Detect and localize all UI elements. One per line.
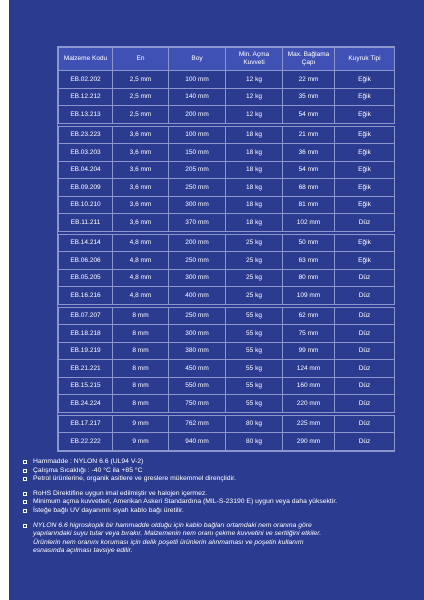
cell-max-bundle-dia: 81 mm	[283, 196, 335, 214]
cell-min-tensile: 25 kg	[226, 269, 283, 287]
cell-width: 8 mm	[113, 360, 169, 378]
cell-material-code: EB.03.203	[59, 144, 113, 162]
cell-width: 8 mm	[113, 325, 169, 343]
cell-max-bundle-dia: 54 mm	[283, 106, 335, 124]
cell-width: 3,6 mm	[113, 161, 169, 179]
cell-tail-type: Eğik	[335, 161, 395, 179]
cell-length: 300 mm	[169, 196, 226, 214]
cell-max-bundle-dia: 35 mm	[283, 88, 335, 106]
table-row	[59, 234, 395, 252]
header-width: En	[113, 48, 169, 71]
cell-min-tensile: 80 kg	[226, 433, 283, 451]
table-row	[59, 179, 395, 197]
table-row	[59, 433, 395, 451]
cell-min-tensile: 18 kg	[226, 214, 283, 232]
table-row	[59, 144, 395, 162]
cell-length: 550 mm	[169, 377, 226, 395]
cell-width: 8 mm	[113, 395, 169, 413]
cell-width: 8 mm	[113, 307, 169, 325]
cell-length: 250 mm	[169, 252, 226, 270]
table-row	[59, 161, 395, 179]
cell-max-bundle-dia: 68 mm	[283, 179, 335, 197]
cell-length: 200 mm	[169, 234, 226, 252]
cell-min-tensile: 55 kg	[226, 360, 283, 378]
cell-max-bundle-dia: 50 mm	[283, 234, 335, 252]
cell-width: 4,8 mm	[113, 269, 169, 287]
note-item	[23, 498, 418, 507]
note-item	[23, 530, 418, 539]
cell-tail-type: Eğik	[335, 179, 395, 197]
cell-max-bundle-dia: 75 mm	[283, 325, 335, 343]
note-item	[23, 458, 418, 467]
note-item	[23, 547, 418, 556]
table-row	[59, 360, 395, 378]
table-row	[59, 106, 395, 124]
table-row	[59, 88, 395, 106]
cell-material-code: EB.13.213	[59, 106, 113, 124]
cell-max-bundle-dia: 54 mm	[283, 161, 335, 179]
note-item	[23, 490, 418, 499]
cell-material-code: EB.02.202	[59, 71, 113, 89]
square-bullet-icon	[23, 460, 27, 464]
table-row	[59, 214, 395, 232]
cell-length: 400 mm	[169, 287, 226, 305]
cell-length: 100 mm	[169, 126, 226, 144]
cell-max-bundle-dia: 109 mm	[283, 287, 335, 305]
cell-max-bundle-dia: 22 mm	[283, 71, 335, 89]
note-text: esnasında açılması tavsiye edilir.	[33, 547, 133, 555]
cell-material-code: EB.09.209	[59, 179, 113, 197]
table-row	[59, 126, 395, 144]
note-text: Minimum açma kuvvetleri, Amerikan Askeri Standardına (MIL-S-23190 E) uygun veya daha yüksektir.	[33, 498, 338, 506]
cell-material-code: EB.05.205	[59, 269, 113, 287]
cell-min-tensile: 18 kg	[226, 161, 283, 179]
cell-min-tensile: 55 kg	[226, 377, 283, 395]
cell-tail-type: Düz	[335, 395, 395, 413]
table-row	[59, 287, 395, 305]
cell-width: 4,8 mm	[113, 287, 169, 305]
cell-min-tensile: 18 kg	[226, 144, 283, 162]
cell-width: 9 mm	[113, 415, 169, 433]
cell-width: 3,6 mm	[113, 196, 169, 214]
table-row	[59, 415, 395, 433]
cell-tail-type: Eğik	[335, 196, 395, 214]
header-tail-type: Kuyruk Tipi	[335, 48, 395, 71]
cell-min-tensile: 12 kg	[226, 88, 283, 106]
cell-max-bundle-dia: 220 mm	[283, 395, 335, 413]
cell-width: 8 mm	[113, 377, 169, 395]
table-row	[59, 377, 395, 395]
cell-material-code: EB.07.207	[59, 307, 113, 325]
cell-width: 4,8 mm	[113, 252, 169, 270]
note-text: RoHS Direktifine uygun imal edilmiştir ve halojen içermez.	[33, 489, 208, 497]
note-text: İsteğe bağlı UV dayanımlı siyah kablo bağı üretilir.	[33, 506, 184, 514]
cell-material-code: EB.04.204	[59, 161, 113, 179]
note-item	[23, 467, 418, 476]
table-row	[59, 307, 395, 325]
cable-tie-spec-table	[57, 46, 395, 452]
cell-width: 3,6 mm	[113, 144, 169, 162]
cell-max-bundle-dia: 124 mm	[283, 360, 335, 378]
note-text: Çalışma Sıcaklığı : -40 °C ila +85 °C	[33, 466, 143, 474]
cell-min-tensile: 12 kg	[226, 71, 283, 89]
cell-max-bundle-dia: 290 mm	[283, 433, 335, 451]
note-text: Petrol ürünlerine, organik asitlere ve greslere mükemmel dirençlidir.	[33, 475, 236, 483]
cell-tail-type: Düz	[335, 360, 395, 378]
cell-length: 140 mm	[169, 88, 226, 106]
cell-width: 3,6 mm	[113, 179, 169, 197]
cell-length: 100 mm	[169, 71, 226, 89]
cell-max-bundle-dia: 225 mm	[283, 415, 335, 433]
note-item	[23, 475, 418, 484]
cell-min-tensile: 55 kg	[226, 395, 283, 413]
cell-min-tensile: 55 kg	[226, 342, 283, 360]
header-length: Boy	[169, 48, 226, 71]
cell-tail-type: Düz	[335, 287, 395, 305]
cell-tail-type: Eğik	[335, 106, 395, 124]
product-notes	[23, 458, 418, 556]
cell-max-bundle-dia: 160 mm	[283, 377, 335, 395]
cell-tail-type: Eğik	[335, 71, 395, 89]
table-row	[59, 71, 395, 89]
cell-min-tensile: 12 kg	[226, 106, 283, 124]
cell-material-code: EB.22.222	[59, 433, 113, 451]
note-item	[23, 507, 418, 516]
cell-tail-type: Düz	[335, 325, 395, 343]
cell-length: 250 mm	[169, 179, 226, 197]
note-text: Hammadde : NYLON 6.6 (UL94 V-2)	[33, 458, 144, 465]
cell-length: 750 mm	[169, 395, 226, 413]
cell-material-code: EB.17.217	[59, 415, 113, 433]
notes-block-material	[23, 458, 418, 484]
cell-material-code: EB.19.219	[59, 342, 113, 360]
table-row	[59, 252, 395, 270]
note-text: yapılarındaki suyu tutar veya bırakır. Malzemenin nem oranı çekme kuvvetini ve sertliğini etkiler.	[33, 530, 322, 538]
cell-tail-type: Eğik	[335, 234, 395, 252]
cell-tail-type: Eğik	[335, 88, 395, 106]
cell-material-code: EB.15.215	[59, 377, 113, 395]
table-body	[59, 71, 395, 451]
cell-length: 200 mm	[169, 106, 226, 124]
cell-max-bundle-dia: 80 mm	[283, 269, 335, 287]
note-item	[23, 522, 418, 531]
table-row	[59, 325, 395, 343]
cell-material-code: EB.24.224	[59, 395, 113, 413]
cell-material-code: EB.16.216	[59, 287, 113, 305]
note-text: NYLON 6.6 higroskopik bir hammadde olduğu için kablo bağları ortamdaki nem oranına göre	[33, 521, 312, 529]
cell-width: 4,8 mm	[113, 234, 169, 252]
cell-tail-type: Düz	[335, 214, 395, 232]
cell-length: 300 mm	[169, 325, 226, 343]
cell-length: 380 mm	[169, 342, 226, 360]
cell-length: 205 mm	[169, 161, 226, 179]
cell-tail-type: Eğik	[335, 144, 395, 162]
cell-tail-type: Düz	[335, 377, 395, 395]
cell-min-tensile: 55 kg	[226, 325, 283, 343]
cell-material-code: EB.14.214	[59, 234, 113, 252]
cell-width: 3,6 mm	[113, 126, 169, 144]
cell-min-tensile: 25 kg	[226, 252, 283, 270]
square-bullet-icon	[23, 500, 27, 504]
square-bullet-icon	[23, 477, 27, 481]
cell-material-code: EB.10.210	[59, 196, 113, 214]
square-bullet-icon	[23, 509, 27, 513]
cell-length: 940 mm	[169, 433, 226, 451]
cell-min-tensile: 25 kg	[226, 234, 283, 252]
cell-length: 370 mm	[169, 214, 226, 232]
square-bullet-icon	[23, 469, 27, 473]
cell-max-bundle-dia: 21 mm	[283, 126, 335, 144]
cell-tail-type: Düz	[335, 433, 395, 451]
cell-max-bundle-dia: 102 mm	[283, 214, 335, 232]
cell-max-bundle-dia: 63 mm	[283, 252, 335, 270]
cell-width: 3,6 mm	[113, 214, 169, 232]
cell-length: 300 mm	[169, 269, 226, 287]
cell-length: 762 mm	[169, 415, 226, 433]
square-bullet-icon	[23, 524, 27, 528]
note-text: Ürünlerin nem oranını koruması için delik poşetli ürünlerin alınmaması ve poşetin kullanım	[33, 538, 304, 546]
cell-max-bundle-dia: 36 mm	[283, 144, 335, 162]
cell-tail-type: Düz	[335, 307, 395, 325]
notes-block-moisture	[23, 522, 418, 556]
table-row	[59, 395, 395, 413]
cell-material-code: EB.06.206	[59, 252, 113, 270]
table-header-row	[59, 48, 395, 71]
table-row	[59, 269, 395, 287]
header-min-tensile: Min. Açma Kuvveti	[226, 48, 283, 71]
cell-width: 9 mm	[113, 433, 169, 451]
cell-min-tensile: 18 kg	[226, 179, 283, 197]
cell-min-tensile: 80 kg	[226, 415, 283, 433]
cell-min-tensile: 18 kg	[226, 126, 283, 144]
cell-min-tensile: 25 kg	[226, 287, 283, 305]
cell-width: 2,5 mm	[113, 106, 169, 124]
cell-min-tensile: 55 kg	[226, 307, 283, 325]
note-item	[23, 539, 418, 548]
cell-tail-type: Düz	[335, 342, 395, 360]
cell-width: 8 mm	[113, 342, 169, 360]
cell-width: 2,5 mm	[113, 88, 169, 106]
table-row	[59, 342, 395, 360]
cell-material-code: EB.23.223	[59, 126, 113, 144]
cell-length: 450 mm	[169, 360, 226, 378]
cell-min-tensile: 18 kg	[226, 196, 283, 214]
cell-max-bundle-dia: 62 mm	[283, 307, 335, 325]
cell-material-code: EB.18.218	[59, 325, 113, 343]
cell-tail-type: Düz	[335, 269, 395, 287]
cell-length: 250 mm	[169, 307, 226, 325]
cell-material-code: EB.21.221	[59, 360, 113, 378]
cell-length: 150 mm	[169, 144, 226, 162]
square-bullet-icon	[23, 492, 27, 496]
header-material-code: Malzeme Kodu	[59, 48, 113, 71]
notes-block-compliance	[23, 490, 418, 516]
cell-tail-type: Düz	[335, 415, 395, 433]
table-row	[59, 196, 395, 214]
cell-material-code: EB.12.212	[59, 88, 113, 106]
cell-max-bundle-dia: 99 mm	[283, 342, 335, 360]
cell-width: 2,5 mm	[113, 71, 169, 89]
cell-tail-type: Eğik	[335, 252, 395, 270]
spec-sheet-page	[9, 0, 424, 600]
cell-tail-type: Eğik	[335, 126, 395, 144]
header-max-bundle-dia: Max. Bağlama Çapı	[283, 48, 335, 71]
cell-material-code: EB.11.211	[59, 214, 113, 232]
